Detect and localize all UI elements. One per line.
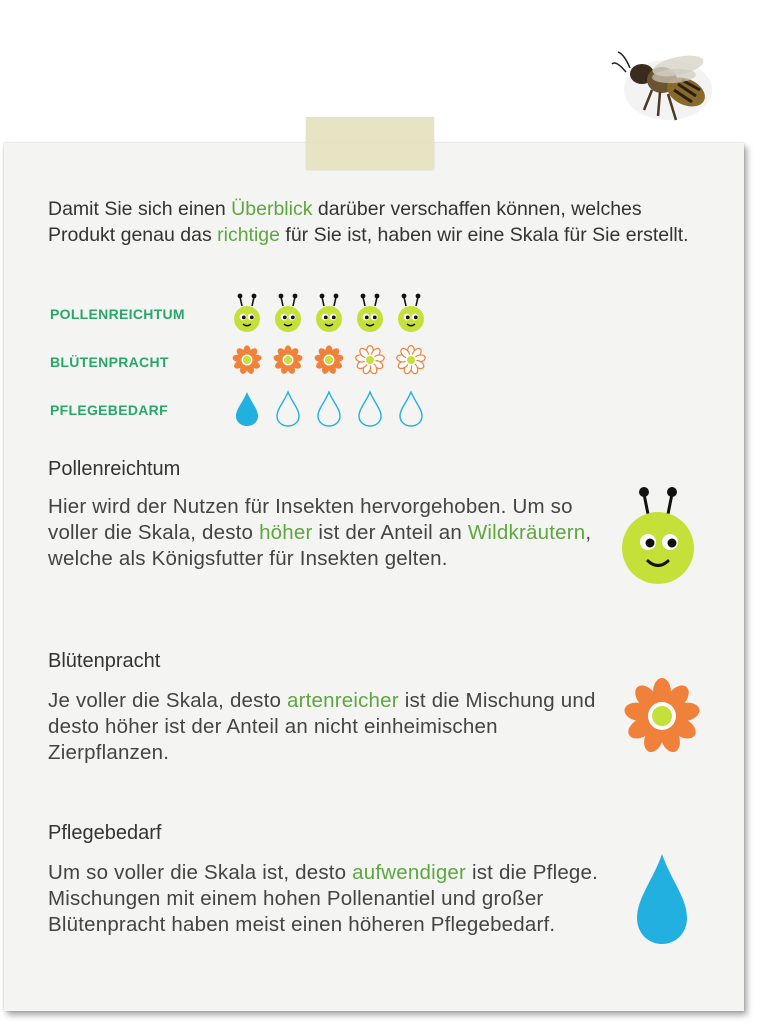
flower-icon-empty [392, 340, 430, 380]
highlight-wildkraeutern: Wildkräutern [467, 521, 586, 544]
section-title-bluete: Blütenpracht [48, 650, 161, 672]
flower-icon-filled [310, 340, 348, 380]
water-drop-icon-filled [228, 388, 266, 428]
flower-icon-filled [228, 340, 266, 380]
highlight-richtige: richtige [217, 224, 280, 246]
scale-label-pflege: PFLEGEBEDARF [50, 402, 168, 418]
bee-face-icon-filled [269, 292, 307, 332]
scale-row-pollen [50, 292, 470, 340]
water-drop-icon-empty [392, 388, 430, 428]
water-drop-icon-empty [351, 388, 389, 428]
water-drop-icon [634, 852, 690, 946]
flower-icon-empty [351, 340, 389, 380]
section-body-bluete: Je voller die Skala, desto artenreicher ist die Mischung und desto höher ist der Anteil an nicht einheimischen Zierpflanzen. [48, 689, 596, 764]
scale-label-pollen: POLLENREICHTUM [50, 306, 185, 322]
highlight-artenreicher: artenreicher [287, 689, 399, 712]
flower-icon [622, 676, 702, 756]
scale-row-pflege [50, 388, 470, 436]
bee-illustration [608, 30, 726, 130]
highlight-aufwendiger: aufwendiger [352, 861, 467, 884]
highlight-hoeher: höher [259, 521, 313, 544]
bee-face-icon-filled [351, 292, 389, 332]
intro-text: Damit Sie sich einen Überblick darüber verschaffen können, welches Produkt genau das richtige für Sie ist, haben wir eine Skala für Sie erstellt. [48, 198, 689, 246]
flower-icon-filled [269, 340, 307, 380]
highlight-ueberblick: Überblick [231, 198, 313, 220]
section-body-pollen: Hier wird der Nutzen für Insekten hervorgehoben. Um so voller die Skala, desto höher ist der Anteil an Wildkräutern, welche als Königsfutter für Insekten gelten. [48, 495, 592, 570]
scale-legend [50, 292, 470, 436]
water-drop-icon-empty [269, 388, 307, 428]
bee-face-icon-filled [310, 292, 348, 332]
adhesive-tape [306, 117, 434, 169]
scale-label-bluete: BLÜTENPRACHT [50, 354, 169, 370]
scale-row-bluete [50, 340, 470, 388]
bee-face-icon-filled [392, 292, 430, 332]
bee-face-icon [618, 484, 698, 588]
section-title-pollen: Pollenreichtum [48, 458, 181, 480]
section-title-pflege: Pflegebedarf [48, 822, 162, 844]
bee-face-icon-filled [228, 292, 266, 332]
section-body-pflege: Um so voller die Skala ist, desto aufwendiger ist die Pflege. Mischungen mit einem hohen Pollenantiel und großer Blütenpracht haben meist einen höheren Pflegebedarf. [48, 861, 599, 936]
water-drop-icon-empty [310, 388, 348, 428]
